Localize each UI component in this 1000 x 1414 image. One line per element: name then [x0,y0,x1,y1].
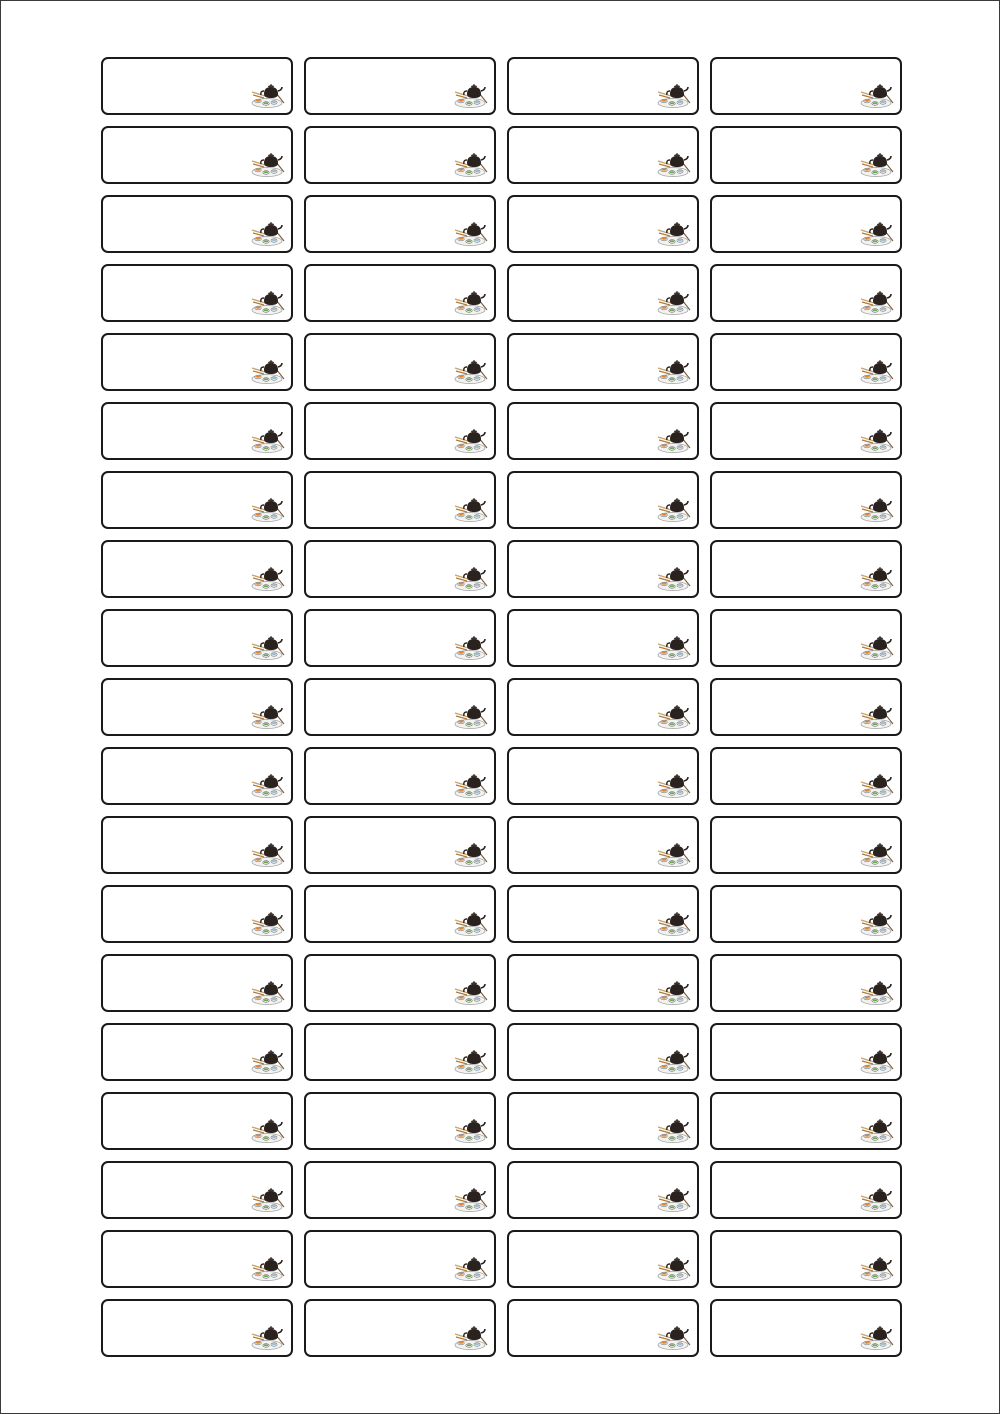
teapot-tea-set-icon [655,700,691,730]
label[interactable] [710,1299,902,1357]
teapot-tea-set-icon [655,1114,691,1144]
label[interactable] [507,471,699,529]
teapot-tea-set-icon [249,907,285,937]
label[interactable] [507,264,699,322]
teapot-tea-set-icon [452,424,488,454]
teapot-tea-set-icon [452,493,488,523]
teapot-tea-set-icon [249,631,285,661]
label[interactable] [304,1023,496,1081]
label[interactable] [101,57,293,115]
teapot-tea-set-icon [249,1252,285,1282]
teapot-tea-set-icon [452,562,488,592]
label[interactable] [507,1230,699,1288]
label[interactable] [507,1023,699,1081]
teapot-tea-set-icon [858,148,894,178]
teapot-tea-set-icon [452,1045,488,1075]
teapot-tea-set-icon [655,907,691,937]
teapot-tea-set-icon [655,562,691,592]
teapot-tea-set-icon [655,286,691,316]
label[interactable] [304,954,496,1012]
teapot-tea-set-icon [655,493,691,523]
teapot-tea-set-icon [249,700,285,730]
label[interactable] [710,816,902,874]
teapot-tea-set-icon [249,148,285,178]
label[interactable] [710,1092,902,1150]
label[interactable] [101,333,293,391]
teapot-tea-set-icon [452,838,488,868]
label[interactable] [304,471,496,529]
teapot-tea-set-icon [858,493,894,523]
teapot-tea-set-icon [249,493,285,523]
label[interactable] [710,1230,902,1288]
label[interactable] [101,1299,293,1357]
teapot-tea-set-icon [249,838,285,868]
teapot-tea-set-icon [655,1321,691,1351]
teapot-tea-set-icon [858,1252,894,1282]
teapot-tea-set-icon [858,286,894,316]
teapot-tea-set-icon [249,1183,285,1213]
teapot-tea-set-icon [249,976,285,1006]
label[interactable] [101,1092,293,1150]
teapot-tea-set-icon [249,79,285,109]
teapot-tea-set-icon [452,907,488,937]
label[interactable] [507,609,699,667]
teapot-tea-set-icon [858,700,894,730]
teapot-tea-set-icon [858,355,894,385]
label[interactable] [101,1230,293,1288]
label[interactable] [101,885,293,943]
label[interactable] [507,540,699,598]
teapot-tea-set-icon [249,286,285,316]
label[interactable] [710,885,902,943]
teapot-tea-set-icon [452,148,488,178]
teapot-tea-set-icon [655,1252,691,1282]
label[interactable] [101,747,293,805]
label[interactable] [101,678,293,736]
teapot-tea-set-icon [452,631,488,661]
teapot-tea-set-icon [858,1045,894,1075]
label[interactable] [710,57,902,115]
teapot-tea-set-icon [858,838,894,868]
label[interactable] [710,195,902,253]
teapot-tea-set-icon [858,1183,894,1213]
teapot-tea-set-icon [858,1114,894,1144]
label[interactable] [304,540,496,598]
label[interactable] [507,816,699,874]
label[interactable] [101,402,293,460]
label[interactable] [304,195,496,253]
teapot-tea-set-icon [655,217,691,247]
teapot-tea-set-icon [452,1183,488,1213]
label[interactable] [101,195,293,253]
teapot-tea-set-icon [249,424,285,454]
label[interactable] [101,471,293,529]
label[interactable] [101,816,293,874]
label[interactable] [710,402,902,460]
label[interactable] [507,1092,699,1150]
teapot-tea-set-icon [655,1045,691,1075]
label[interactable] [304,816,496,874]
label[interactable] [304,126,496,184]
label-grid [101,57,901,1357]
label[interactable] [710,747,902,805]
teapot-tea-set-icon [452,769,488,799]
teapot-tea-set-icon [655,631,691,661]
teapot-tea-set-icon [249,355,285,385]
label[interactable] [101,264,293,322]
label[interactable] [710,126,902,184]
teapot-tea-set-icon [858,631,894,661]
teapot-tea-set-icon [655,424,691,454]
label[interactable] [710,540,902,598]
label[interactable] [304,1161,496,1219]
label[interactable] [304,57,496,115]
label[interactable] [304,885,496,943]
label[interactable] [710,333,902,391]
teapot-tea-set-icon [655,355,691,385]
label[interactable] [101,1161,293,1219]
label[interactable] [507,885,699,943]
teapot-tea-set-icon [452,286,488,316]
teapot-tea-set-icon [452,217,488,247]
teapot-tea-set-icon [249,1321,285,1351]
label[interactable] [710,678,902,736]
teapot-tea-set-icon [249,1114,285,1144]
teapot-tea-set-icon [858,976,894,1006]
label[interactable] [304,402,496,460]
label[interactable] [710,1023,902,1081]
teapot-tea-set-icon [452,976,488,1006]
teapot-tea-set-icon [452,1252,488,1282]
label[interactable] [304,1230,496,1288]
teapot-tea-set-icon [858,769,894,799]
teapot-tea-set-icon [249,217,285,247]
label[interactable] [507,678,699,736]
teapot-tea-set-icon [452,1114,488,1144]
label[interactable] [507,57,699,115]
label[interactable] [507,126,699,184]
label[interactable] [101,954,293,1012]
teapot-tea-set-icon [249,1045,285,1075]
teapot-tea-set-icon [452,355,488,385]
label[interactable] [507,195,699,253]
label[interactable] [710,471,902,529]
label[interactable] [304,1299,496,1357]
teapot-tea-set-icon [452,79,488,109]
label[interactable] [710,609,902,667]
label[interactable] [304,264,496,322]
label[interactable] [507,402,699,460]
label[interactable] [101,1023,293,1081]
label[interactable] [507,1161,699,1219]
teapot-tea-set-icon [249,562,285,592]
teapot-tea-set-icon [655,148,691,178]
teapot-tea-set-icon [655,976,691,1006]
teapot-tea-set-icon [655,838,691,868]
label[interactable] [101,126,293,184]
teapot-tea-set-icon [858,562,894,592]
label[interactable] [710,954,902,1012]
label[interactable] [507,747,699,805]
teapot-tea-set-icon [452,700,488,730]
label[interactable] [710,264,902,322]
label[interactable] [507,954,699,1012]
teapot-tea-set-icon [452,1321,488,1351]
teapot-tea-set-icon [858,217,894,247]
teapot-tea-set-icon [655,1183,691,1213]
label[interactable] [304,747,496,805]
teapot-tea-set-icon [858,79,894,109]
teapot-tea-set-icon [249,769,285,799]
label[interactable] [101,540,293,598]
label[interactable] [304,609,496,667]
label[interactable] [304,1092,496,1150]
label[interactable] [710,1161,902,1219]
teapot-tea-set-icon [655,79,691,109]
label[interactable] [507,1299,699,1357]
teapot-tea-set-icon [858,907,894,937]
label[interactable] [304,678,496,736]
teapot-tea-set-icon [858,424,894,454]
label[interactable] [507,333,699,391]
label[interactable] [101,609,293,667]
label[interactable] [304,333,496,391]
teapot-tea-set-icon [858,1321,894,1351]
teapot-tea-set-icon [655,769,691,799]
